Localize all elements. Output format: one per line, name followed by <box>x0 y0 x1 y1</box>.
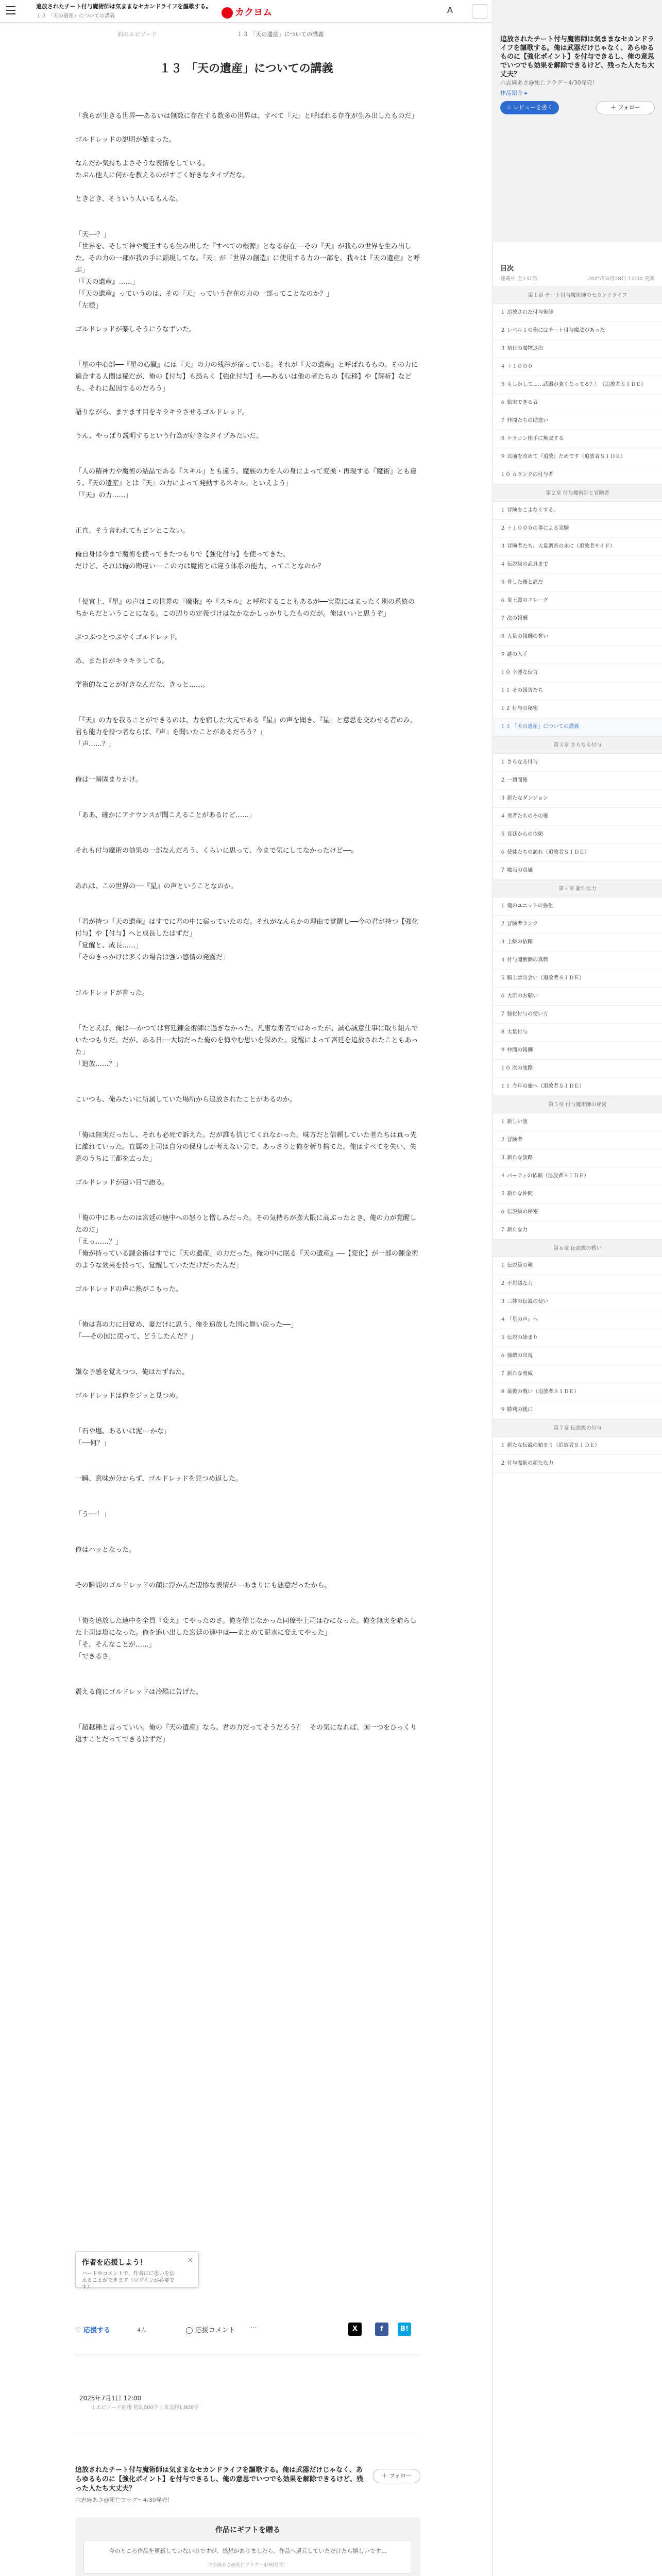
body-paragraph <box>75 869 420 880</box>
toc-episode-link[interactable]: ５ 伝説の始まり <box>493 1329 662 1347</box>
body-paragraph: 「声……？」 <box>75 740 116 748</box>
body-paragraph: 「『天の遺産』……」 <box>75 278 139 286</box>
toc-episode-link[interactable]: １１ 今年の旅へ（追放者ＳＩＤＥ） <box>493 1078 662 1096</box>
toc-episode-link[interactable]: ３ 冒険者たち、大量調査の末に（追放者サイド） <box>493 538 662 556</box>
body-paragraph <box>75 1070 420 1082</box>
toc-episode-link[interactable]: ４ 『星の声』へ <box>493 1311 662 1329</box>
body-paragraph <box>75 1378 420 1390</box>
toc-episode-link[interactable]: ２ 一週間後 <box>493 772 662 790</box>
body-paragraph <box>75 1343 420 1354</box>
body-paragraph <box>75 312 420 324</box>
body-paragraph: 「天──？」 <box>75 231 110 239</box>
body-paragraph: ゴルドレッドが楽しそうにうなずいた。 <box>75 326 196 333</box>
body-paragraph <box>75 1189 420 1200</box>
toc-episode-link[interactable]: ４ 伝説級の武具まで <box>493 556 662 574</box>
body-paragraph: 「できるさ」 <box>75 1653 116 1660</box>
body-paragraph <box>75 572 420 584</box>
body-paragraph: 「世界を、そして神や魔王すらも生み出した『すべての根源』となる存在──その『天』が我らの世界を生み出した。その力の一部が我の手に顕現してな。『天』が『世界の創造』に使用する力の一部を、我々は『天の遺産』と呼ぶ」 <box>75 243 420 274</box>
body-paragraph: それも付与魔術の効果の一部なんだろう、くらいに思って、今まで気にしてなかったけど──。 <box>75 847 358 855</box>
body-paragraph: ゴルドレッドの声に熱がこもった。 <box>75 1285 182 1293</box>
toc-episode-link[interactable]: ９ 謎の入手 <box>493 646 662 664</box>
follow-button[interactable]: ＋ フォロー <box>373 2469 420 2483</box>
comment-button[interactable]: ◯ 応援コメント <box>185 2327 235 2334</box>
toc-episode-link[interactable]: １０ ６ランクの付与者 <box>493 466 662 484</box>
toc-episode-link[interactable]: ５ 新たな仲間 <box>493 1185 662 1204</box>
body-paragraph: 「『天』の力……」 <box>75 492 132 499</box>
body-paragraph <box>75 584 420 596</box>
body-paragraph: 俺はハッとなった。 <box>75 1546 136 1554</box>
body-paragraph: 「覚醒と、成長……」 <box>75 942 143 950</box>
body-paragraph: 「──その国に戻って、どうしたんだ？」 <box>75 1333 197 1341</box>
toc-chapter-heading: 第７章 伝説級の付与 <box>493 1419 662 1437</box>
body-paragraph: 「追放……？」 <box>75 1060 123 1068</box>
author-message <box>83 2540 412 2574</box>
body-paragraph <box>75 1354 420 1366</box>
author-message-text: 今のところ作品を更新していないのですが、感想がありましたら、作品へ還元していただけたら嬉しいです… <box>109 2548 387 2554</box>
author-message-signature: 六志麻あさ@死亡フラグ〜4/30発売！ <box>208 2563 288 2568</box>
toc-episode-link[interactable]: ８ 大量の報酬の奪い <box>493 628 662 646</box>
body-paragraph <box>75 786 420 798</box>
body-paragraph <box>75 963 420 975</box>
body-paragraph: ぶつぶつとつぶやくゴルドレッド。 <box>75 634 182 641</box>
cheer-count[interactable]: 4人 <box>137 2327 146 2333</box>
body-paragraph: 「俺の中にあったのは宮廷の連中への怒りと憎しみだった。その気持ちが膨大限に高ぶったとき、俺の力が覚醒したのだ」 <box>75 1214 417 1234</box>
body-paragraph <box>75 1165 420 1177</box>
body-paragraph: 「石や塩、あるいは泥──かな」 <box>75 1428 171 1435</box>
toc-chapter-heading: 第１章 チート付与魔術師のセカンドライフ <box>493 286 662 304</box>
action-row <box>75 2321 420 2337</box>
header-work-title[interactable]: 追放されたチート付与魔術師は気ままなセカンドライフを謳歌する。 <box>36 3 212 10</box>
toc-episode-link[interactable]: ２ 冒険者ランク <box>493 916 662 934</box>
toc-chapter-heading: 第４章 新たな力 <box>493 880 662 897</box>
body-paragraph <box>75 691 420 703</box>
toc-episode-link[interactable]: ２ 不思議な力 <box>493 1275 662 1293</box>
body-paragraph: 「そのきっかけは多くの場合は強い感情の発露だ」 <box>75 954 230 961</box>
toc-episode-link[interactable]: ５ 宮廷からの依頼 <box>493 826 662 844</box>
toc-episode-link[interactable]: ３ 上級の依頼 <box>493 934 662 952</box>
toc-episode-link[interactable]: ４ パーティの依頼（追放者ＳＩＤＥ） <box>493 1167 662 1185</box>
toc-list <box>493 286 662 1473</box>
toc-episode-link[interactable]: ８ 最後の戦い（追放者ＳＩＤＥ） <box>493 1383 662 1401</box>
toc-episode-link[interactable]: １０ 幸運な伝言 <box>493 664 662 682</box>
toc-chapter-heading: 第５章 付与魔術師の秘密 <box>493 1096 662 1113</box>
body-paragraph <box>75 181 420 193</box>
author-link[interactable]: 六志麻あさ@死亡フラグ〜4/30発売！ <box>75 2497 173 2503</box>
support-author-card <box>75 2251 199 2290</box>
toc-episode-link[interactable]: １３ 「天の遺産」についての講義 <box>493 718 662 736</box>
logo-icon <box>222 7 233 19</box>
body-paragraph <box>75 703 420 715</box>
body-paragraph: 俺は一瞬固まりかけ。 <box>75 776 142 784</box>
toc-episode-link[interactable]: ２ 付与魔術の新たな力 <box>493 1455 662 1473</box>
toc-episode-link[interactable]: ５ もしかして……武器が強くなってる？！（追放者ＳＩＤＥ） <box>493 376 662 394</box>
body-paragraph <box>75 1307 420 1319</box>
share-hatena-icon[interactable]: B! <box>398 2323 411 2336</box>
body-paragraph: だけど、それは俺の勘違い──この力は魔術とは違う体系の能力、ってことなのか？ <box>75 563 325 570</box>
body-paragraph: 「左様」 <box>75 302 103 310</box>
body-paragraph: 「えっ……？」 <box>75 1238 123 1246</box>
toc-episode-link[interactable]: ６ 始末できる者 <box>493 394 662 412</box>
body-paragraph <box>75 1497 420 1509</box>
body-paragraph <box>75 904 420 916</box>
body-paragraph <box>75 857 420 869</box>
body-paragraph: 「俺は無実だったし、それも必死で訴えた。だが誰も信じてくれなかった。味方だと信頼していた者たちは真っ先に離れていった。直属の上司は自分の保身しか考えない男で、あっさりと俺を斬り捨てた。俺はすべてを失い、失意のうちに王都を去った」 <box>75 1131 417 1163</box>
body-paragraph: ゴルドレッドは俺をジッと見つめ。 <box>75 1392 182 1400</box>
body-paragraph <box>75 1591 420 1603</box>
cheer-button[interactable]: ♡ 応援する <box>75 2327 111 2334</box>
episode-nav <box>0 23 493 43</box>
body-paragraph: 俺自身は今まで魔術を使ってきたつもりで【強化付与】を使ってきた。 <box>75 551 290 558</box>
body-paragraph <box>75 762 420 774</box>
toc-episode-link[interactable]: ９ 以前を改めて『追放』ためです（追放者ＳＩＤＥ） <box>493 448 662 466</box>
body-paragraph: ときどき、そういう人いるもんな。 <box>75 195 182 203</box>
toc-episode-link[interactable]: １ 追放された付与術師 <box>493 304 662 322</box>
body-paragraph: 「『天の遺産』っていうのは、その『天』っていう存在の力の一部ってことなのか？」 <box>75 290 333 298</box>
sidebar <box>493 0 661 2576</box>
body-paragraph <box>75 798 420 809</box>
body-paragraph: 「俺を追放した連中を全員『変え』てやったのさ。俺を信じなかった同僚や上司はむになった。俺を無実を晴らした上司は塩になった。俺を追い出した宮廷の連中は──まとめて泥水に変えてやった」 <box>75 1617 417 1637</box>
body-paragraph: 一瞬、意味が分からず、ゴルドレッドを見つめ返した。 <box>75 1475 242 1483</box>
publish-date: 2025年7月1日 12:00 <box>79 2395 142 2402</box>
body-paragraph <box>75 1485 420 1497</box>
body-paragraph <box>75 667 420 679</box>
toc-episode-link[interactable]: ７ 新たな脅威 <box>493 1365 662 1383</box>
body-paragraph: 「便宜上、『星』の声はこの世界の『魔術』や『スキル』と呼称することもあるが──実際にはまったく別の系統のちからだということになる。この辺りの定義づけはなかなかしっかりしたものだが。俺はいいと思うぞ」 <box>75 598 415 618</box>
toc-chapter-heading: 第６章 伝説級の戦い <box>493 1240 662 1257</box>
episode-title: １３ 「天の遺産」についての講義 <box>159 62 333 75</box>
body-paragraph <box>75 750 420 762</box>
body-paragraph <box>75 1402 420 1414</box>
close-icon[interactable]: × <box>187 2256 193 2264</box>
toc-episode-link[interactable]: １０ 次の旅路 <box>493 1060 662 1078</box>
toc-episode-link[interactable]: ５ 脅した後と高だ <box>493 574 662 592</box>
share-facebook-icon[interactable]: f <box>375 2323 388 2336</box>
toc-episode-link[interactable]: ８ ケラコン相手に無双する <box>493 430 662 448</box>
work-intro-link[interactable]: 作品紹介 ▸ <box>500 90 528 96</box>
body-paragraph <box>75 1461 420 1473</box>
body-paragraph: 「ああ、確かにアナウンスが聞こえることがあるけど……」 <box>75 811 256 819</box>
body-paragraph <box>75 833 420 845</box>
body-paragraph <box>75 1449 420 1461</box>
body-paragraph <box>75 1520 420 1532</box>
menu-icon[interactable] <box>6 6 15 14</box>
work-title-link[interactable]: 追放されたチート付与魔術師は気ままなセカンドライフを謳歌する。俺は武器だけじゃなく、あらゆるものに【強化ポイント】を付与できるし、俺の意思でいつでも効果を解除できるけど、残った人たち大丈夫？ <box>75 2466 364 2493</box>
body-paragraph <box>75 442 420 454</box>
body-paragraph: あれは、この世界の──『星』の声ということなのか。 <box>75 883 237 890</box>
toc-episode-link[interactable]: １ さらなる付与 <box>493 754 662 772</box>
body-paragraph <box>75 347 420 359</box>
toc-episode-link[interactable]: ３ 新たな旅路 <box>493 1149 662 1167</box>
toc-episode-link[interactable]: ２ 冒険者 <box>493 1131 662 1149</box>
toc-episode-link[interactable]: ７ 次の報酬 <box>493 610 662 628</box>
prev-episode-link[interactable]: 前のエピソード <box>117 31 157 38</box>
toc-episode-link[interactable]: ２ レベル１の俺にはチート付与魔法があった <box>493 322 662 340</box>
body-paragraph: 「我らが生きる世界──あるいは無数に存在する数多の世界は、すべて『天』と呼ばれる存在が生み出したものだ」 <box>75 112 418 120</box>
body-paragraph <box>75 892 420 904</box>
body-paragraph: 「そ、そんなことが……」 <box>75 1641 156 1649</box>
body-paragraph: 嫌な予感を覚えつつ、俺はたずねた。 <box>75 1368 189 1376</box>
toc-episode-link[interactable]: ６ 大臣のお願い <box>493 988 662 1006</box>
body-paragraph <box>75 620 420 632</box>
toc-meta <box>500 274 655 282</box>
body-paragraph: 「俺が持っている錬金術はすでに『天の遺産』の力だった。俺の中に眠る『天の遺産』──【変化】が一部の錬金術のような効果を持って、覚醒していただけだったんだ」 <box>75 1250 419 1269</box>
write-review-button[interactable]: ☆ レビューを書く <box>500 101 559 114</box>
toc-status: 連載中 全131話 <box>500 276 538 282</box>
body-paragraph <box>75 1603 420 1615</box>
body-paragraph: ゴルドレッドの説明が始まった。 <box>75 136 176 144</box>
body-paragraph: 「たとえば、俺は──かつては宮廷錬金術師に過ぎなかった。凡庸な術者ではあったが、誠心誠意仕事に取り組んでいたつもりだ。だが、ある日──大切だった俺のを悔やむ思いを深めた。覚醒によって宮廷を追放されたこともあった」 <box>75 1025 418 1056</box>
toc-episode-link[interactable]: ３ 新たなダンジョン <box>493 790 662 808</box>
body-paragraph: なんだか気持ちよさそうな表情をしている。 <box>75 160 210 167</box>
gift-title: 作品にギフトを贈る <box>215 2526 280 2534</box>
body-paragraph <box>75 975 420 987</box>
body-paragraph: 正直、そう言われてもピンとこない。 <box>75 527 190 535</box>
body-paragraph <box>75 1082 420 1094</box>
body-paragraph <box>75 1011 420 1023</box>
gift-box <box>75 2517 420 2576</box>
sidebar-work-title[interactable]: 追放されたチート付与魔術師は気ままなセカンドライフを謳歌する。俺は武器だけじゃなく、あらゆるものに【強化ポイント】を付与できるし、俺の意思でいつでも効果を解除できるけど、残った人たち大丈夫？ <box>500 36 655 78</box>
font-size-button[interactable]: A <box>447 5 453 15</box>
body-paragraph <box>75 1106 420 1117</box>
share-x-icon[interactable]: X <box>348 2323 362 2336</box>
body-paragraph <box>75 1710 420 1722</box>
body-paragraph <box>75 217 420 229</box>
body-paragraph <box>75 1568 420 1580</box>
toc-chapter-heading: 第２章 付与魔術師と冒険者 <box>493 484 662 502</box>
body-paragraph <box>75 537 420 549</box>
toc-episode-link[interactable]: ８ 大量付与 <box>493 1024 662 1042</box>
sidebar-follow-button[interactable]: ＋ フォロー <box>596 101 655 114</box>
body-paragraph <box>75 643 420 655</box>
toc-episode-link[interactable]: ６ 伝説級の秘密 <box>493 1204 662 1222</box>
toc-episode-link[interactable]: ３ 初日の魔物退治 <box>493 340 662 358</box>
body-paragraph <box>75 513 420 525</box>
body-paragraph: うん、やっぱり説明するという行為が好きなタイプみたいだ。 <box>75 432 263 440</box>
toc-episode-link[interactable]: ７ 強化付与の使い方 <box>493 1006 662 1024</box>
body-paragraph <box>75 1117 420 1129</box>
divider <box>75 2354 420 2355</box>
body-paragraph: ゴルドレッドが遠い目で語る。 <box>75 1179 169 1187</box>
body-paragraph <box>75 501 420 513</box>
toc-episode-link[interactable]: ２ ＋１０００の事による実験 <box>493 520 662 538</box>
body-paragraph: 「俺は真の力に目覚め、妻だけに思う、俺を追放した国に舞い戻った──」 <box>75 1321 298 1329</box>
body-paragraph: 「超越種と言っていい。俺の『天の遺産』なら、君の力だってそうだろう？ その気になれば、国一つをひっくり返すことだってできるはずだ」 <box>75 1724 417 1743</box>
site-logo[interactable]: カクヨム <box>222 5 272 19</box>
body-paragraph: こいつも、俺みたいに所属していた場所から追放されたことがあるのか。 <box>75 1096 297 1104</box>
body-paragraph: 「──何？」 <box>75 1439 110 1447</box>
toc-episode-link[interactable]: ９ 仲間の報酬 <box>493 1042 662 1060</box>
work-info <box>75 2466 420 2504</box>
sidebar-work-header <box>493 0 662 242</box>
toc-updated: 2025年6月28日 12:00 更新 <box>588 276 655 282</box>
sidebar-author[interactable]: 六志麻あさ@死亡フラグ〜4/30発売！ <box>500 79 598 86</box>
body-paragraph: ゴルドレッドが言った。 <box>75 989 149 997</box>
episode-body <box>75 110 420 1745</box>
body-paragraph <box>75 1663 420 1674</box>
body-paragraph <box>75 395 420 406</box>
toc-episode-link[interactable]: ６ 強敵の出現 <box>493 1347 662 1365</box>
body-paragraph <box>75 1414 420 1426</box>
support-card-title: 作者を応援しよう！ <box>82 2259 147 2267</box>
toc-episode-link[interactable]: １ 俺のユニットの強化 <box>493 897 662 916</box>
toc-episode-link[interactable]: ７ 魔石の真価 <box>493 862 662 880</box>
header-episode-title: １３ 「天の遺産」についての講義 <box>36 13 115 19</box>
toc-episode-link[interactable]: １１ その報告たち <box>493 682 662 700</box>
toc-episode-link[interactable]: １２ 付与の秘密 <box>493 700 662 718</box>
toc-chapter-heading: 第３章 さらなる付与 <box>493 736 662 754</box>
more-options-icon[interactable]: ··· <box>250 2325 257 2332</box>
toc-episode-link[interactable]: ４ 付与魔術師の真価 <box>493 952 662 970</box>
body-paragraph <box>75 999 420 1011</box>
body-paragraph <box>75 1674 420 1686</box>
body-paragraph <box>75 418 420 430</box>
toc-episode-link[interactable]: １ 冒険をこよなくする。 <box>493 502 662 520</box>
body-paragraph: 語りながら、ますます目をキラキラさせるゴルドレッド。 <box>75 409 249 416</box>
toc-label: 目次 <box>500 265 514 273</box>
body-paragraph <box>75 146 420 158</box>
toc-episode-link[interactable]: ７ 仲間たちの勘違い <box>493 412 662 430</box>
body-paragraph: その瞬間のゴルドレッドの顔に浮かんだ凄惨な表情が──あまりにも悪意だったから。 <box>75 1582 331 1589</box>
sidebar-toggle-icon[interactable] <box>472 4 487 19</box>
body-paragraph: あ、また目がキラキラしてる。 <box>75 657 169 665</box>
current-episode-label: １３ 「天の遺産」についての講義 <box>237 31 324 38</box>
toc-episode-link[interactable]: ６ 鬼王殺のエレーグ <box>493 592 662 610</box>
body-paragraph <box>75 821 420 833</box>
body-paragraph <box>75 1272 420 1283</box>
body-paragraph <box>75 205 420 217</box>
toc-episode-link[interactable]: ３ 三体の伝説の使い <box>493 1293 662 1311</box>
toc-episode-link[interactable]: １ 新しい旅 <box>493 1113 662 1131</box>
toc-episode-link[interactable]: １ 伝説級の剣 <box>493 1257 662 1275</box>
body-paragraph: 「星の中心部──『星の心臓』には『天』の力の残滓が宿っている。それが『天の遺産』と呼ばれるもの。その力に適合する人間は稀だが、俺の【付与】も恐らく【強化付与】も──あるいは他の者たちの【転移】や【解析】なども、それに起因するのだろう」 <box>75 361 418 393</box>
support-card-description: ハートやコメントで、作者にに思いを伝えることができます（ログインが必要です） <box>82 2271 175 2290</box>
body-paragraph <box>75 1532 420 1544</box>
body-paragraph <box>75 122 420 134</box>
toc-episode-link[interactable]: ６ 使徒たちの訪れ（追放者ＳＩＤＥ） <box>493 844 662 862</box>
body-paragraph: たぶん他人に何かを教えるのがすごく好きなタイプだな。 <box>75 172 249 179</box>
body-paragraph: 学術的なことが好きなんだな、きっと……。 <box>75 681 210 689</box>
body-paragraph: 「君が持つ『天の遺産』はすでに君の中に宿っていたのだ。それがなんらかの理由で覚醒し──今の君が持つ【強化付与】や【付与】へと成長したはずだ」 <box>75 918 419 938</box>
char-count: １エピソード前後 約2,000字 | 本文約1,800字 <box>91 2405 199 2411</box>
toc-episode-link[interactable]: １ 新たな伝説の始まり（追放者ＳＩＤＥ） <box>493 1437 662 1455</box>
body-paragraph: 「人の精神力や魔術の結晶である『スキル』とも違う。魔族の力を人の身によって変換・再現する『魔術』とも違う。『天の遺産』とは『天』の力によって発動するスキル。といえよう」 <box>75 468 417 487</box>
body-paragraph <box>75 454 420 466</box>
body-paragraph <box>75 1556 420 1568</box>
body-paragraph: 「う──！」 <box>75 1511 110 1518</box>
toc-episode-link[interactable]: ４ ＋１０００ <box>493 358 662 376</box>
body-paragraph: 震える俺にゴルドレッドは冷酷に告げた。 <box>75 1688 202 1696</box>
body-paragraph <box>75 1200 420 1212</box>
toc-episode-link[interactable]: ５ 騎士は出会い（追放者ＳＩＤＥ） <box>493 970 662 988</box>
body-paragraph <box>75 335 420 347</box>
body-paragraph: 「『天』の力を我ることができるのは、力を宿した大元である『星』の声を聞き、『星』と意思を交わせる者のみ。君も能力を持つ者ならば、『声』を聞いたことがあるだろう？」 <box>75 717 417 736</box>
toc-episode-link[interactable]: ７ 新たな力 <box>493 1222 662 1240</box>
body-paragraph <box>75 1295 420 1307</box>
toc-episode-link[interactable]: ９ 勝利の後に <box>493 1401 662 1419</box>
body-paragraph <box>75 1698 420 1710</box>
toc-episode-link[interactable]: ４ 勇者たちのその後 <box>493 808 662 826</box>
